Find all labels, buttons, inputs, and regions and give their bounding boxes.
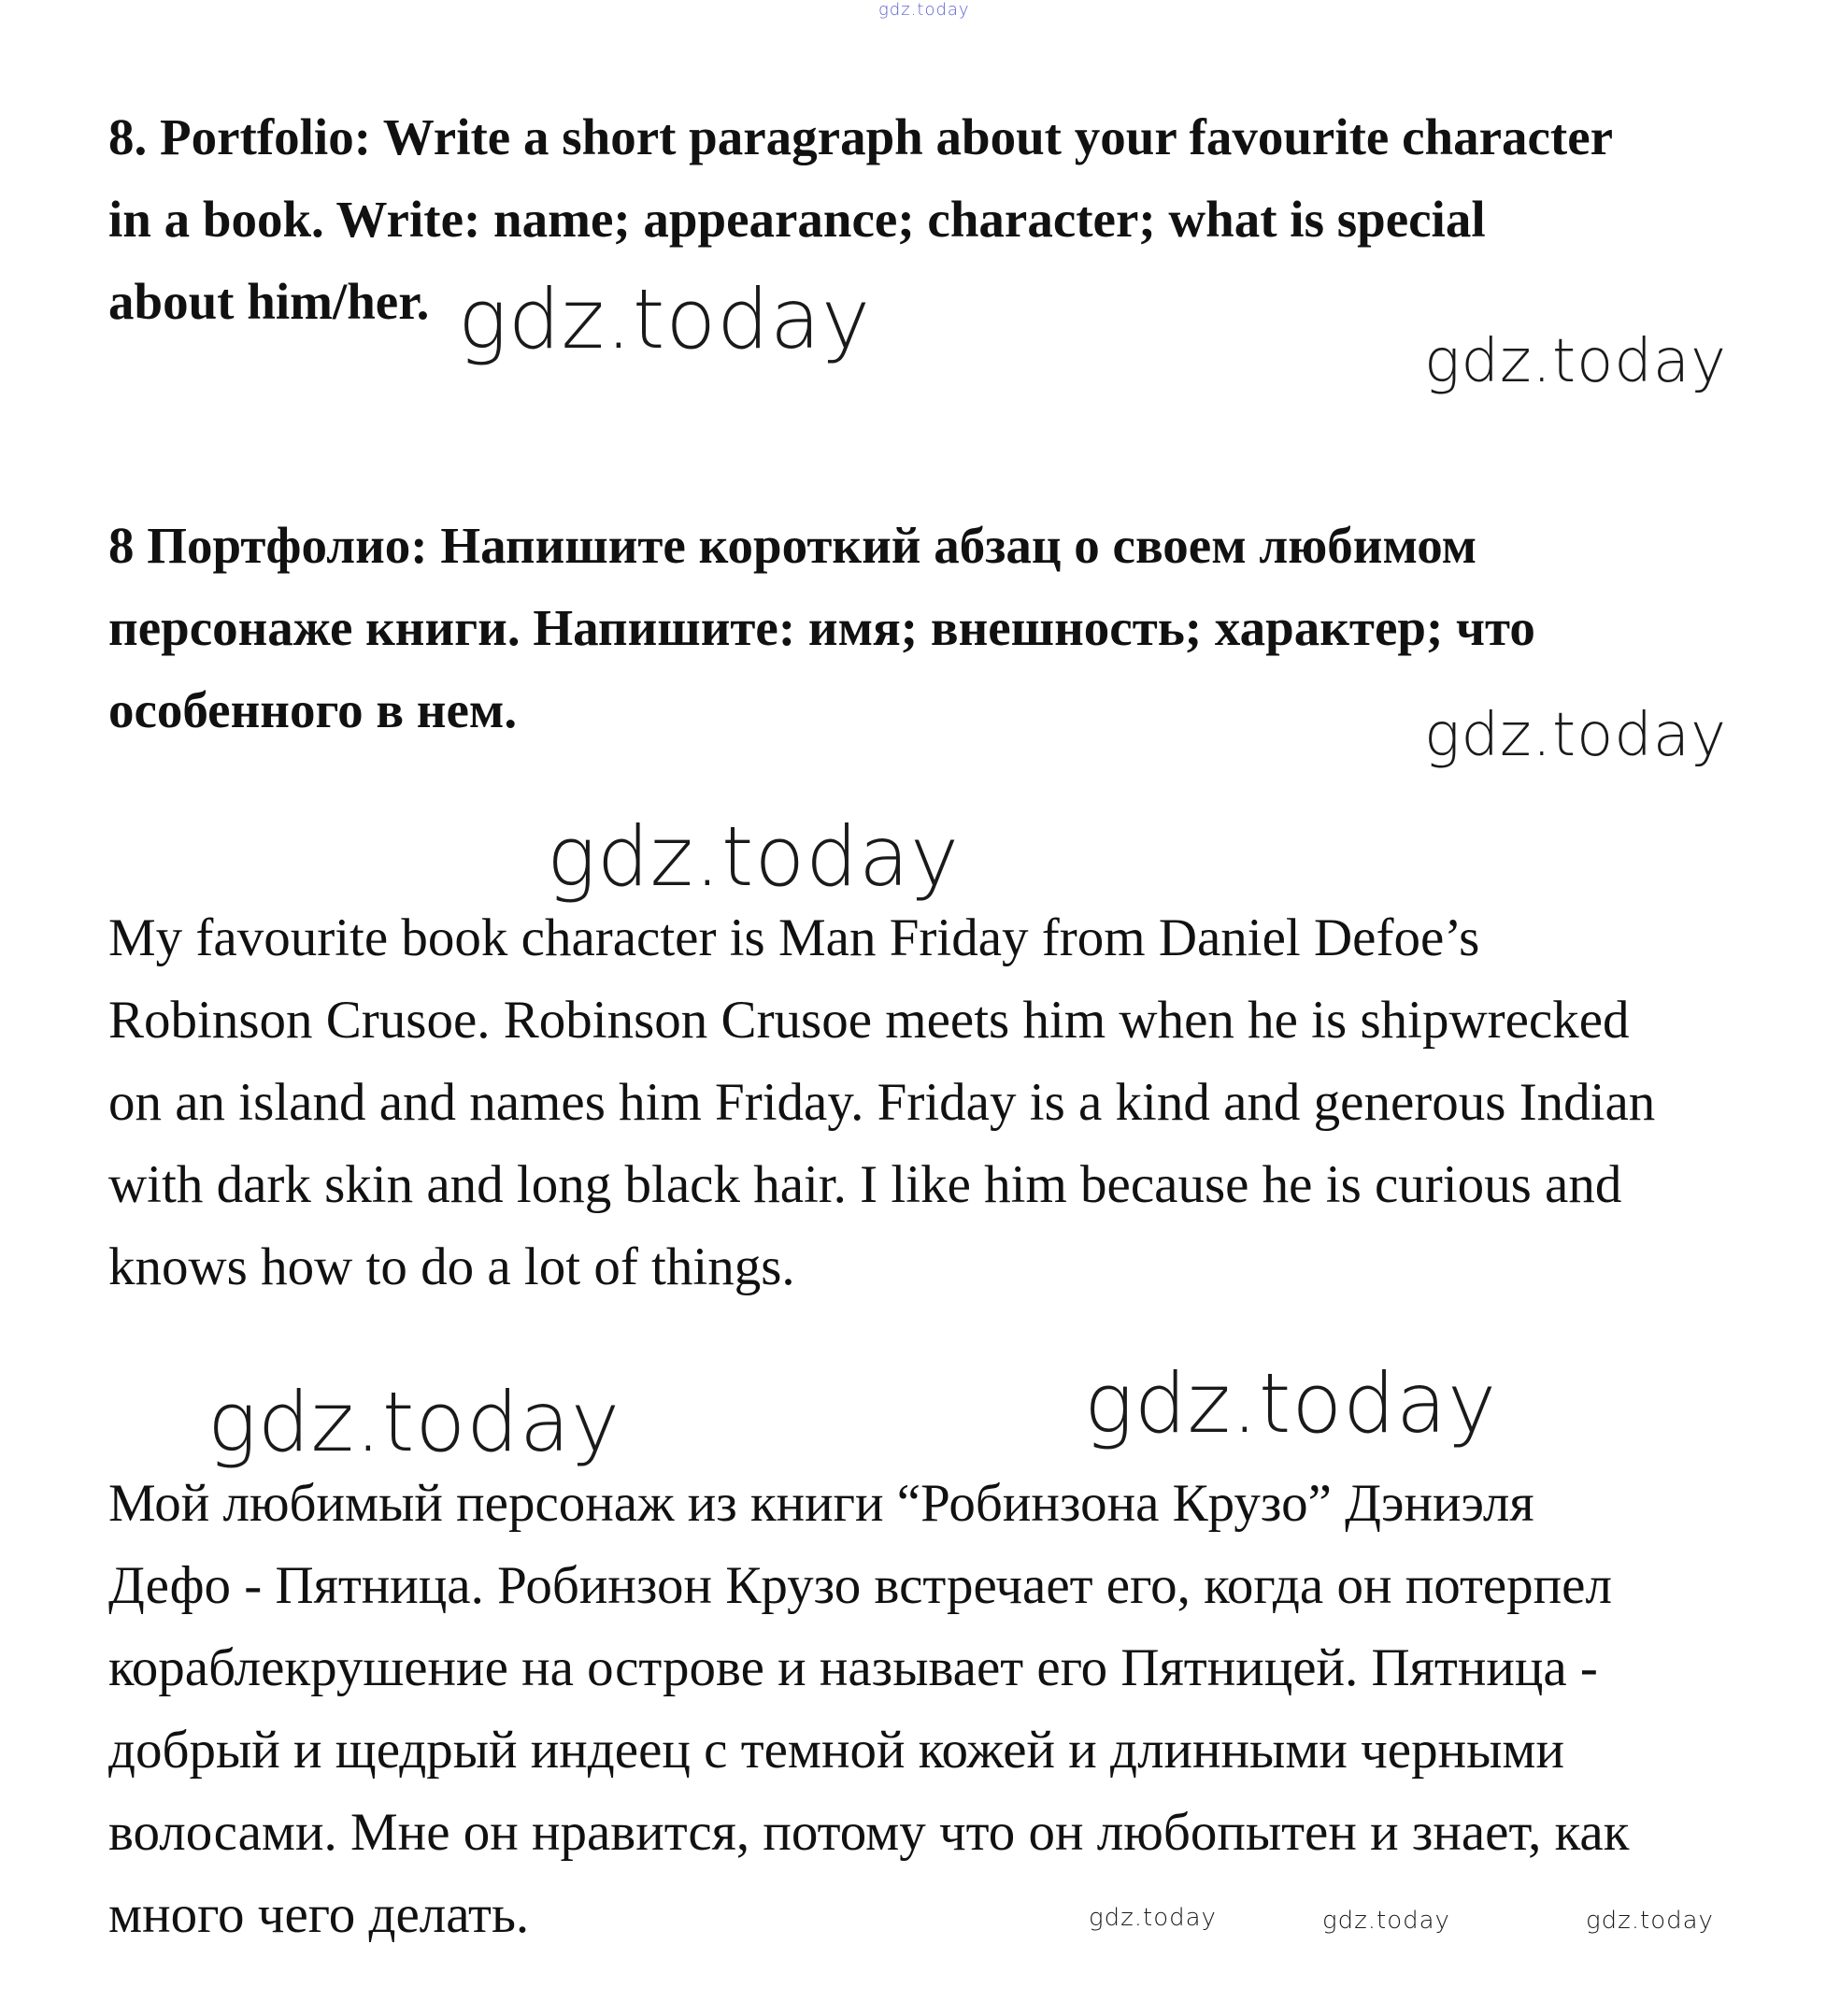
answer-russian-line-1: Мой любимый персонаж из книги “Робинзона Крузо” Дэниэля (108, 1474, 1534, 1533)
watermark-8: gdz.today (1322, 1907, 1450, 1935)
task-english (108, 96, 1734, 343)
answer-english-line-4: with dark skin and long black hair. I like him because he is curious and (108, 1155, 1622, 1214)
answer-russian-line-5: волосами. Мне он нравится, потому что он любопытен и знает, как (108, 1803, 1630, 1862)
answer-english-line-5: knows how to do a lot of things. (108, 1237, 795, 1296)
watermark-3: gdz.today (1424, 701, 1727, 770)
answer-english-line-1: My favourite book character is Man Friday from Daniel Defoe’s (108, 908, 1480, 967)
answer-russian-line-6: много чего делать. (108, 1885, 530, 1944)
watermark-2: gdz.today (1424, 327, 1727, 396)
watermark-9: gdz.today (1586, 1907, 1714, 1935)
watermark-top: gdz.today (878, 0, 970, 20)
watermark-1: gdz.today (458, 271, 872, 367)
watermark-5: gdz.today (207, 1374, 621, 1470)
task-english-line-2: in a book. Write: name; appearance; character; what is special (108, 191, 1486, 248)
task-russian-line-2: персонаже книги. Напишите: имя; внешность; характер; что (108, 599, 1535, 656)
answer-russian-line-3: кораблекрушение на острове и называет его Пятницей. Пятница - (108, 1638, 1598, 1697)
task-russian-line-3: особенного в нем. (108, 681, 518, 738)
task-english-line-1: 8. Portfolio: Write a short paragraph about your favourite character (108, 108, 1614, 165)
answer-russian-line-2: Дефо - Пятница. Робинзон Крузо встречает его, когда он потерпел (108, 1556, 1612, 1615)
answer-english-line-2: Robinson Crusoe. Robinson Crusoe meets him when he is shipwrecked (108, 991, 1630, 1050)
task-english-line-3: about him/her. (108, 273, 430, 330)
answer-russian-line-4: добрый и щедрый индеец с темной кожей и длинными черными (108, 1721, 1564, 1780)
task-russian-line-1: 8 Портфолио: Напишите короткий абзац о своем любимом (108, 517, 1477, 574)
answer-english-line-3: on an island and names him Friday. Friday is a kind and generous Indian (108, 1073, 1656, 1132)
answer-russian (108, 1463, 1734, 1956)
watermark-6: gdz.today (1084, 1355, 1498, 1451)
answer-english (108, 897, 1734, 1308)
watermark-4: gdz.today (547, 808, 961, 905)
watermark-7: gdz.today (1089, 1904, 1217, 1932)
